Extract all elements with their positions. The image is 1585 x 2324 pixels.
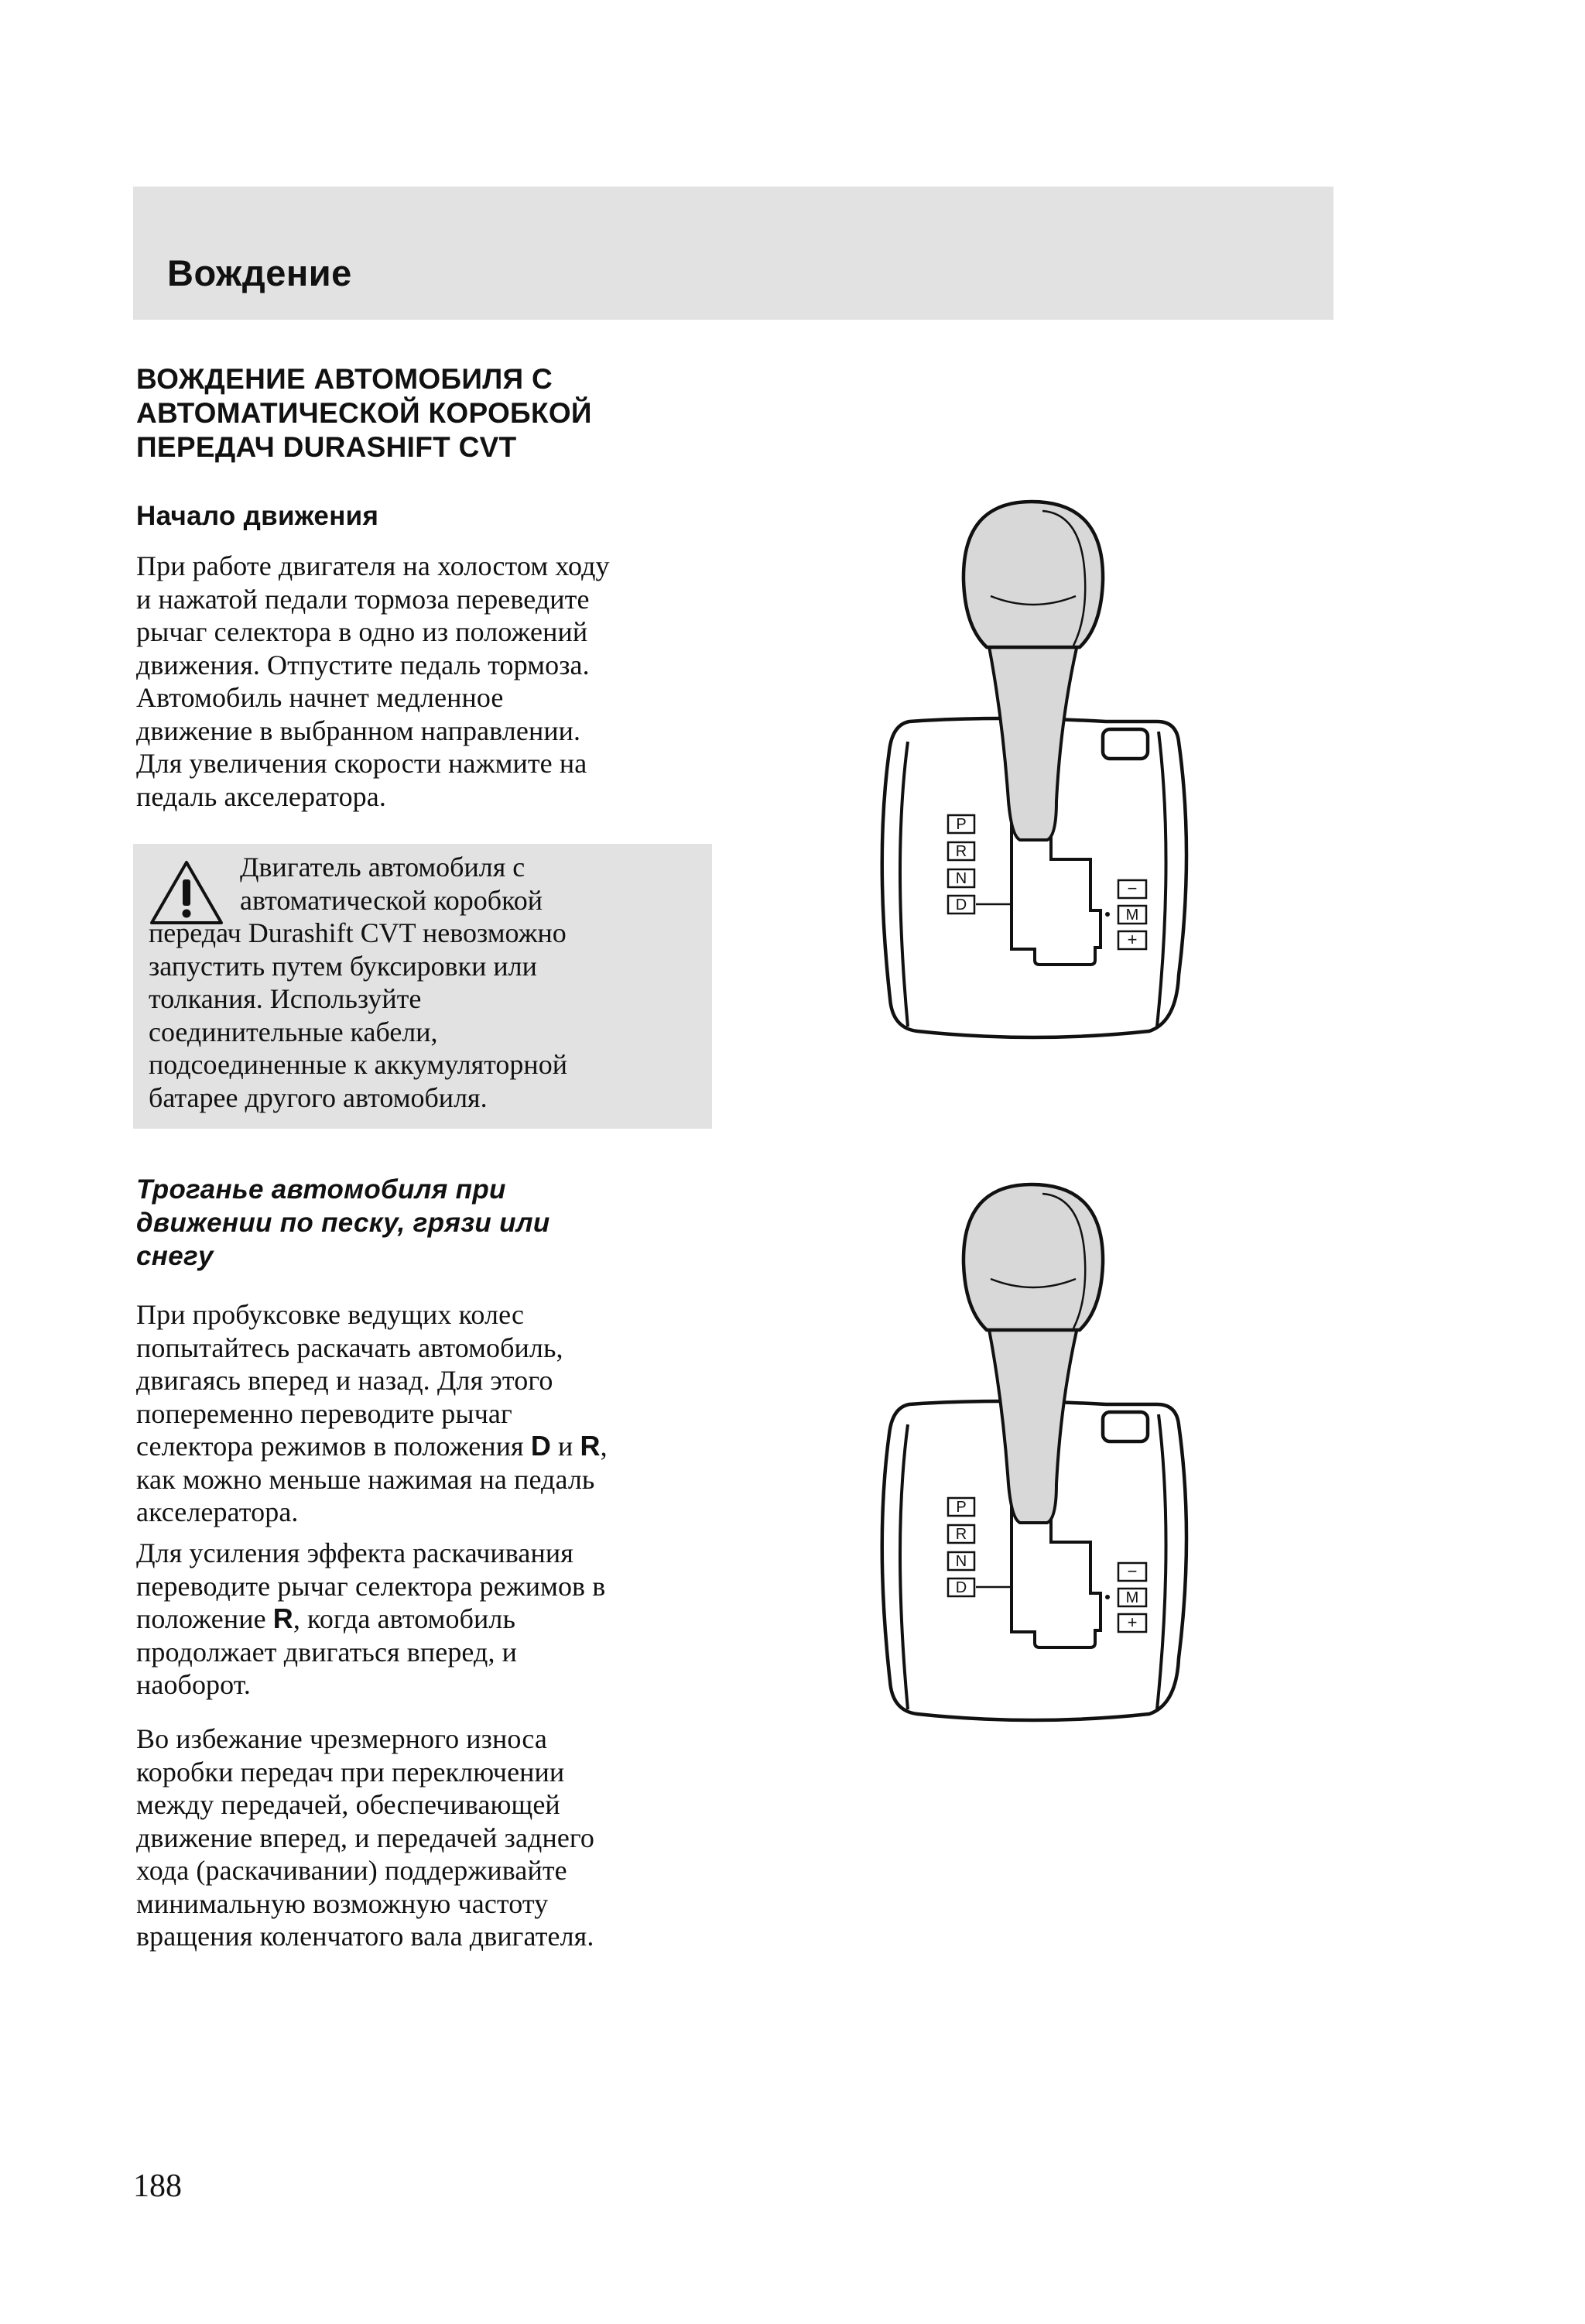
rocking-paragraph-3 — [136, 1722, 724, 1953]
text-fragment: и — [550, 1431, 580, 1462]
text-line: и нажатой педали тормоза переведите — [136, 583, 590, 615]
heading-line: ПЕРЕДАЧ DURASHIFT CVT — [136, 431, 517, 463]
text-line: движение вперед, и передачей заднего — [136, 1822, 594, 1853]
position-label: P — [956, 1499, 967, 1516]
position-label: + — [1127, 930, 1138, 949]
text-line — [136, 1602, 724, 1636]
text-line: между передачей, обеспечивающей — [136, 1789, 560, 1820]
position-label: D — [955, 1579, 967, 1596]
text-line: как можно меньше нажимая на педаль — [136, 1463, 595, 1495]
text-line: вращения коленчатого вала двигателя. — [136, 1921, 594, 1952]
text-line: движение в выбранном направлении. — [136, 715, 581, 746]
text-line: Автомобиль начнет медленное — [136, 682, 504, 713]
subheading-line: снегу — [136, 1241, 214, 1271]
start-subheading: Начало движения — [136, 501, 379, 531]
text-line: Для увеличения скорости нажмите на — [136, 748, 587, 779]
heading-line: АВТОМАТИЧЕСКОЙ КОРОБКОЙ — [136, 397, 592, 429]
page-number: 188 — [133, 2168, 182, 2204]
warning-text — [149, 851, 706, 1114]
heading-line: ВОЖДЕНИЕ АВТОМОБИЛЯ С — [136, 363, 553, 395]
gear-r-label: R — [580, 1430, 601, 1462]
position-label: P — [956, 816, 967, 833]
position-label: M — [1125, 1589, 1139, 1606]
text-line: минимальную возможную частоту — [136, 1887, 549, 1919]
gear-shifter-illustration — [871, 495, 1196, 1053]
position-label: N — [955, 870, 967, 887]
position-label: N — [955, 1553, 967, 1570]
text-line: попытайтесь раскачать автомобиль, — [136, 1332, 563, 1363]
page-section-title: Вождение — [167, 252, 352, 293]
text-fragment: селектора режимов в положения — [136, 1431, 531, 1462]
warning-line: подсоединенные к аккумуляторной — [149, 1049, 567, 1080]
text-line: коробки передач при переключении — [136, 1756, 565, 1788]
start-paragraph — [136, 550, 724, 813]
warning-line: соединительные кабели, — [149, 1016, 438, 1047]
position-label: M — [1125, 907, 1139, 924]
text-fragment: , когда автомобиль — [293, 1603, 515, 1634]
text-line: переводите рычаг селектора режимов в — [136, 1570, 606, 1602]
warning-line: автоматической коробкой — [240, 884, 543, 916]
warning-line: толкания. Используйте — [149, 983, 422, 1014]
warning-line: батарее другого автомобиля. — [149, 1081, 488, 1113]
gear-shifter-illustration — [871, 1178, 1196, 1736]
warning-box — [133, 844, 712, 1129]
subheading-line: движении по песку, грязи или — [136, 1208, 550, 1238]
rocking-paragraph-2 — [136, 1537, 724, 1702]
text-line: продолжает двигаться вперед, и — [136, 1636, 518, 1668]
text-line: рычаг селектора в одно из положений — [136, 616, 588, 647]
text-fragment: , — [600, 1431, 608, 1462]
text-line: При пробуксовке ведущих колес — [136, 1299, 525, 1330]
position-label: R — [955, 843, 967, 860]
text-line — [136, 1430, 724, 1463]
rocking-subheading — [136, 1173, 550, 1273]
text-line: хода (раскачивании) поддерживайте — [136, 1855, 567, 1886]
gear-d-label: D — [530, 1430, 551, 1462]
text-line: акселератора. — [136, 1496, 299, 1527]
text-line: Во избежание чрезмерного износа — [136, 1723, 547, 1754]
position-label: − — [1127, 1561, 1138, 1581]
position-label: R — [955, 1526, 967, 1543]
text-line: педаль акселератора. — [136, 780, 386, 812]
text-line: двигаясь вперед и назад. Для этого — [136, 1365, 553, 1396]
header-band — [133, 187, 1333, 320]
text-line: Для усиления эффекта раскачивания — [136, 1537, 573, 1568]
warning-line: запустить путем буксировки или — [149, 950, 537, 982]
warning-line: Двигатель автомобиля с — [240, 852, 525, 883]
text-line: наоборот. — [136, 1669, 252, 1700]
position-label: D — [955, 896, 967, 913]
text-line: попеременно переводите рычаг — [136, 1397, 512, 1429]
warning-line: передач Durashift CVT невозможно — [149, 917, 567, 948]
text-line: движения. Отпустите педаль тормоза. — [136, 649, 590, 680]
gear-r-label: R — [272, 1602, 293, 1634]
text-fragment: положение — [136, 1603, 273, 1634]
subheading-line: Троганье автомобиля при — [136, 1174, 506, 1205]
rocking-paragraph-1 — [136, 1298, 724, 1529]
main-heading — [136, 362, 693, 464]
position-label: − — [1127, 879, 1138, 898]
text-line: При работе двигателя на холостом ходу — [136, 550, 610, 581]
position-label: + — [1127, 1613, 1138, 1632]
